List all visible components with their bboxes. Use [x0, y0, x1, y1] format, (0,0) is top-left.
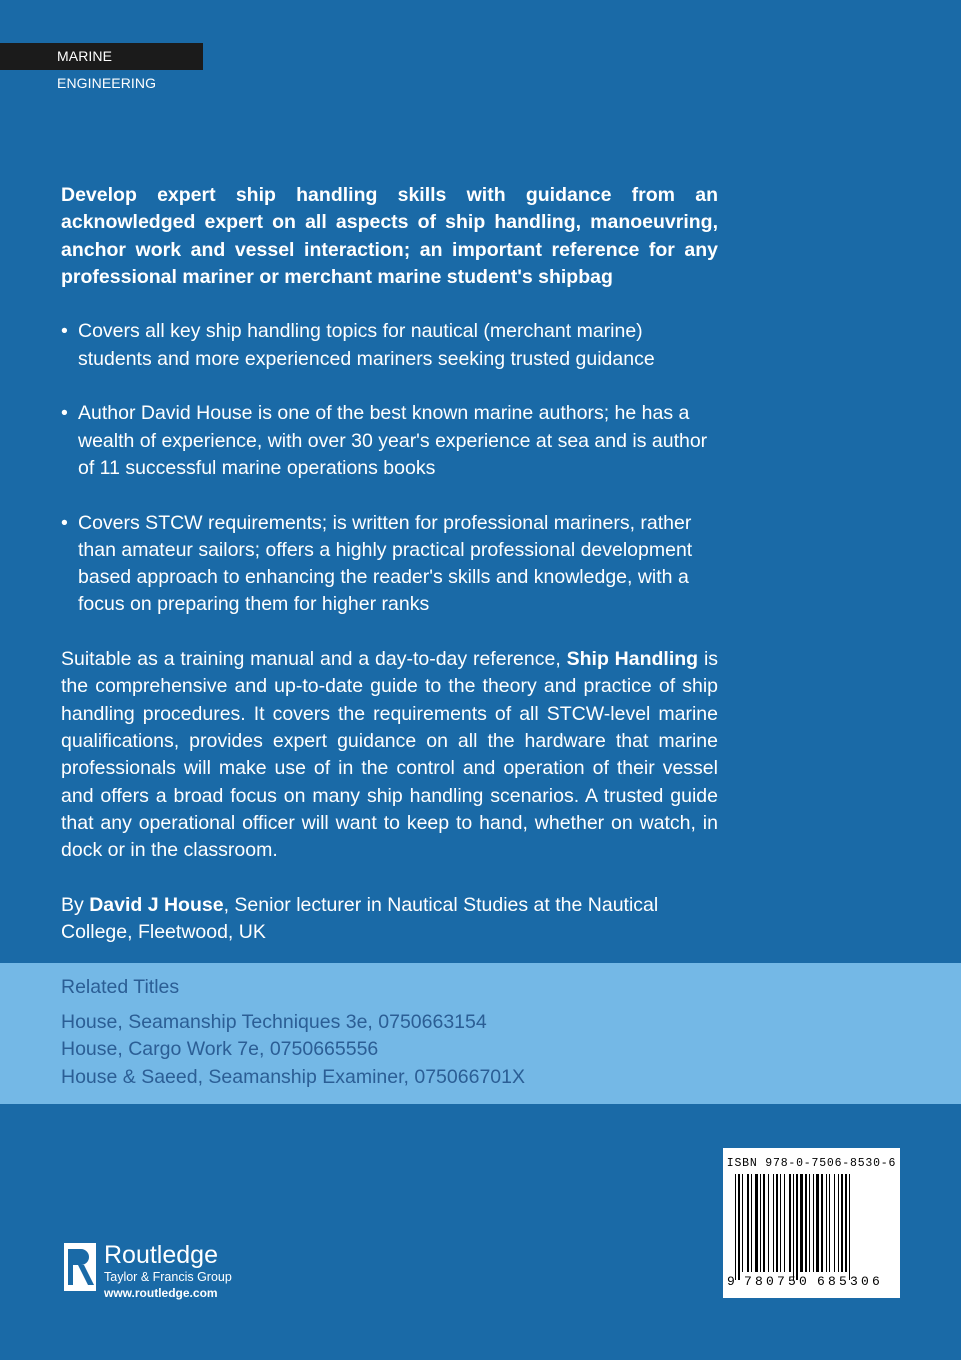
barcode-bar [829, 1174, 830, 1272]
isbn-barcode [723, 1148, 900, 1298]
barcode-bar [776, 1174, 778, 1272]
author-credentials: , Senior lecturer in Nautical Studies at the Nautical College, Fleetwood, UK [61, 893, 659, 944]
barcode-bar [800, 1174, 803, 1272]
barcode-bar [809, 1174, 810, 1272]
barcode-bar [768, 1174, 769, 1272]
list-item: • Author David House is one of the best known marine authors; he has a wealth of experience, with over 30 year's experience at sea and is author of 11 successful marine operations books [61, 400, 718, 482]
barcode-right-digits: 685306 [817, 1274, 884, 1289]
list-item: House, Seamanship Techniques 3e, 0750663154 [61, 1011, 487, 1033]
publisher-text [104, 1241, 232, 1301]
byline-prefix: By [61, 893, 90, 916]
barcode-bar [755, 1174, 758, 1272]
barcode-bar [763, 1174, 765, 1272]
list-item: House, Cargo Work 7e, 0750665556 [61, 1038, 379, 1061]
summary-text: is the comprehensive and up-to-date guide to the theory and practice of ship handling procedures. It covers the requirements of all STCW-level marine qualifications, provides expert guidance on all the hardware that marine professionals will make use of in the control and operation of their vessel and offers a broad focus on many ship handling scenarios. A trusted guide that any operational officer will want to keep to hand, whether on watch, in dock or in the classroom. [61, 648, 719, 862]
book-title: Ship Handling [566, 648, 699, 671]
barcode-bar [834, 1174, 835, 1272]
lead-paragraph: Develop expert ship handling skills with guidance from an acknowledged expert on all aspects of ship handling, manoeuvring, anchor work and vessel interaction; an important reference for any professional mariner or merchant marine student's shipbag [61, 184, 718, 288]
barcode-bar [793, 1174, 794, 1280]
barcode-bar [826, 1174, 827, 1272]
barcode-first-digit: 9 [727, 1274, 735, 1289]
barcode-bar [780, 1174, 781, 1272]
barcode-bar [760, 1174, 761, 1272]
barcode-bar [784, 1174, 785, 1272]
publisher-url: www.routledge.com [104, 1286, 218, 1300]
category-tag: MARINE ENGINEERING [0, 43, 203, 70]
barcode-bar [742, 1174, 743, 1272]
barcode-bar [805, 1174, 807, 1272]
list-item: • Covers all key ship handling topics for nautical (merchant marine) students and more experienced mariners seeking trusted guidance [61, 318, 718, 373]
related-titles-heading: Related Titles [61, 976, 180, 998]
barcode-bar [751, 1174, 752, 1272]
list-item: • Covers STCW requirements; is written for professional mariners, rather than amateur sailors; offers a highly practical professional development based approach to enhancing the reader's skills and knowledge, with a focus on preparing them for higher ranks [61, 510, 718, 619]
barcode-bar [773, 1174, 774, 1272]
barcode-bar [747, 1174, 749, 1272]
routledge-r-icon [62, 1241, 98, 1293]
barcode-bar [816, 1174, 819, 1272]
byline [61, 892, 718, 947]
publisher-group: Taylor & Francis Group [104, 1270, 232, 1284]
barcode-left-digits: 780750 [744, 1274, 811, 1289]
feature-list [61, 318, 718, 618]
barcode-bar [735, 1174, 736, 1280]
list-item: House & Saeed, Seamanship Examiner, 075066701X [61, 1065, 525, 1088]
barcode-bar [849, 1174, 850, 1280]
barcode-bar [821, 1174, 823, 1272]
author-name: David J House [89, 893, 224, 916]
barcode-bar [841, 1174, 843, 1272]
barcode-bar [813, 1174, 814, 1272]
publisher-logo [62, 1237, 262, 1307]
barcode-bars [735, 1174, 888, 1284]
isbn-label: ISBN 978-0-7506-8530-6 [726, 1157, 897, 1170]
related-titles-band [0, 963, 961, 1104]
barcode-bar [738, 1174, 740, 1280]
barcode-bar [796, 1174, 798, 1280]
description [61, 182, 718, 946]
publisher-name: Routledge [104, 1241, 218, 1269]
summary-text: Suitable as a training manual and a day-to-day reference, [61, 648, 567, 671]
barcode-bar [838, 1174, 839, 1272]
summary-paragraph [61, 646, 718, 864]
related-titles-list [61, 1009, 525, 1091]
barcode-bar [789, 1174, 791, 1272]
barcode-bar [845, 1174, 847, 1272]
